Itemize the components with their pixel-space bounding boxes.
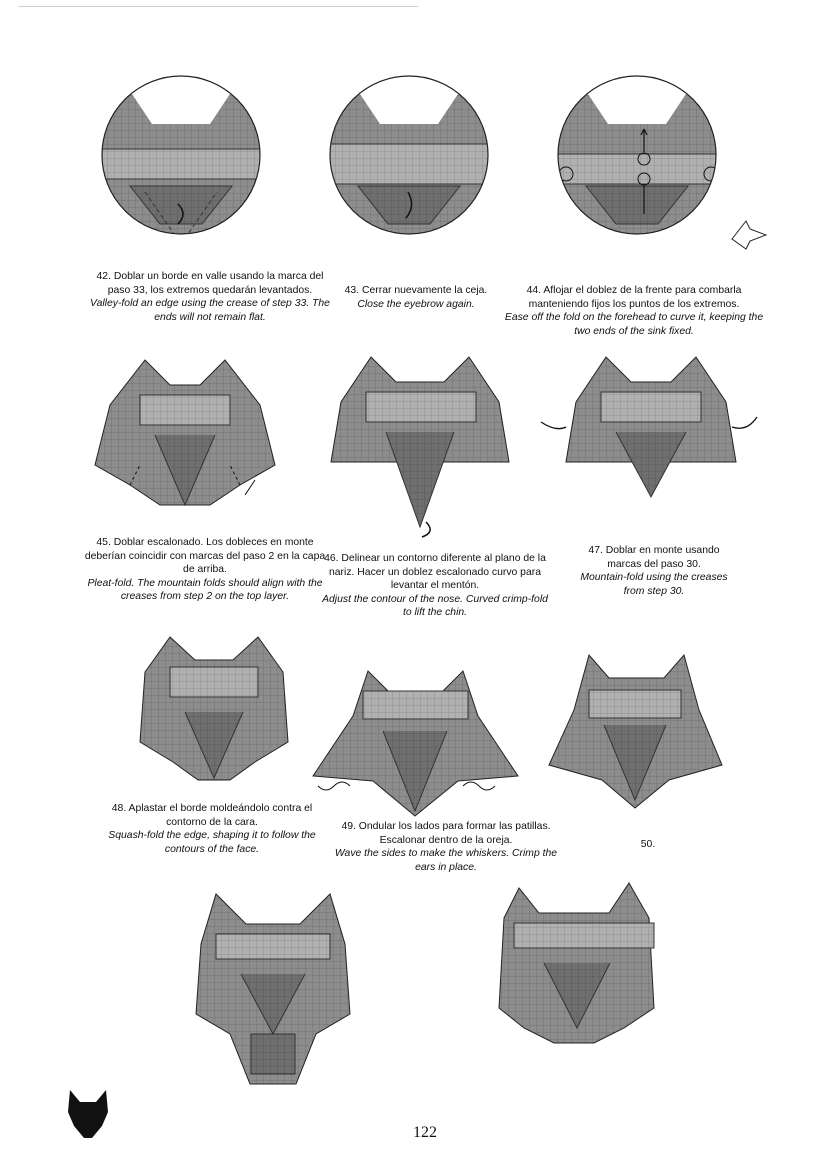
- step-48-en: Squash-fold the edge, shaping it to follow the contours of the face.: [108, 830, 316, 855]
- step-49-en: Wave the sides to make the whiskers. Crimp the ears in place.: [334, 848, 558, 873]
- step-47-es: 47. Doblar en monte usando marcas del paso 30.: [588, 545, 720, 570]
- step-47-caption: [572, 544, 736, 598]
- top-rule: [18, 6, 418, 7]
- step-46-en: Adjust the contour of the nose. Curved crimp-fold to lift the chin.: [322, 593, 548, 619]
- final-model-angle-diagram: [494, 878, 660, 1046]
- step-43-diagram: [328, 74, 490, 236]
- step-42-diagram: [100, 74, 262, 236]
- final-model-front-diagram: [186, 884, 360, 1088]
- step-46-caption: [322, 552, 548, 620]
- step-47-en: Mountain-fold using the creases from step 30.: [580, 572, 728, 597]
- step-42-en: Valley-fold an edge using the crease of step 33. The ends will not remain flat.: [90, 298, 330, 323]
- wolf-head-logo-icon: [66, 1088, 110, 1140]
- step-50-number: 50.: [640, 839, 656, 850]
- step-45-es: 45. Doblar escalonado. Los dobleces en monte deberían coincidir con marcas del paso 2 en la capa de arriba.: [84, 537, 326, 576]
- step-50-diagram: [544, 650, 726, 810]
- step-44-en: Ease off the fold on the forehead to curve it, keeping the two ends of the sink fixed.: [504, 312, 764, 337]
- page-number: 122: [413, 1124, 437, 1141]
- step-45-caption: [82, 536, 328, 604]
- step-50-caption: [618, 838, 678, 852]
- step-48-es: 48. Aplastar el borde moldeándolo contra el contorno de la cara.: [111, 803, 313, 828]
- step-44-es: 44. Aflojar el doblez de la frente para combarla manteniendo fijos los puntos de los extremos.: [526, 285, 742, 310]
- step-43-caption: [336, 284, 496, 311]
- step-48-diagram: [130, 632, 298, 782]
- step-46-es: 46. Delinear un contorno diferente al plano de la nariz. Hacer un doblez escalonado curvo para levantar el mentón.: [324, 553, 546, 592]
- step-45-diagram: [90, 355, 280, 515]
- step-46-diagram: [326, 352, 514, 542]
- step-44-diagram: [556, 74, 770, 264]
- step-49-diagram: [308, 656, 522, 820]
- step-45-en: Pleat-fold. The mountain folds should align with the creases from step 2 on the top layer.: [87, 577, 323, 603]
- step-49-caption: [326, 820, 566, 874]
- step-47-diagram: [536, 352, 762, 502]
- step-48-caption: [102, 802, 322, 856]
- step-44-caption: [504, 284, 764, 338]
- step-43-en: Close the eyebrow again.: [357, 298, 475, 310]
- step-42-es: 42. Doblar un borde en valle usando la marca del paso 33, los extremos quedarán levantados.: [96, 271, 324, 296]
- step-49-es: 49. Ondular los lados para formar las patillas. Escalonar dentro de la oreja.: [341, 821, 551, 846]
- step-43-es: 43. Cerrar nuevamente la ceja.: [344, 285, 488, 296]
- step-42-caption: [86, 270, 334, 324]
